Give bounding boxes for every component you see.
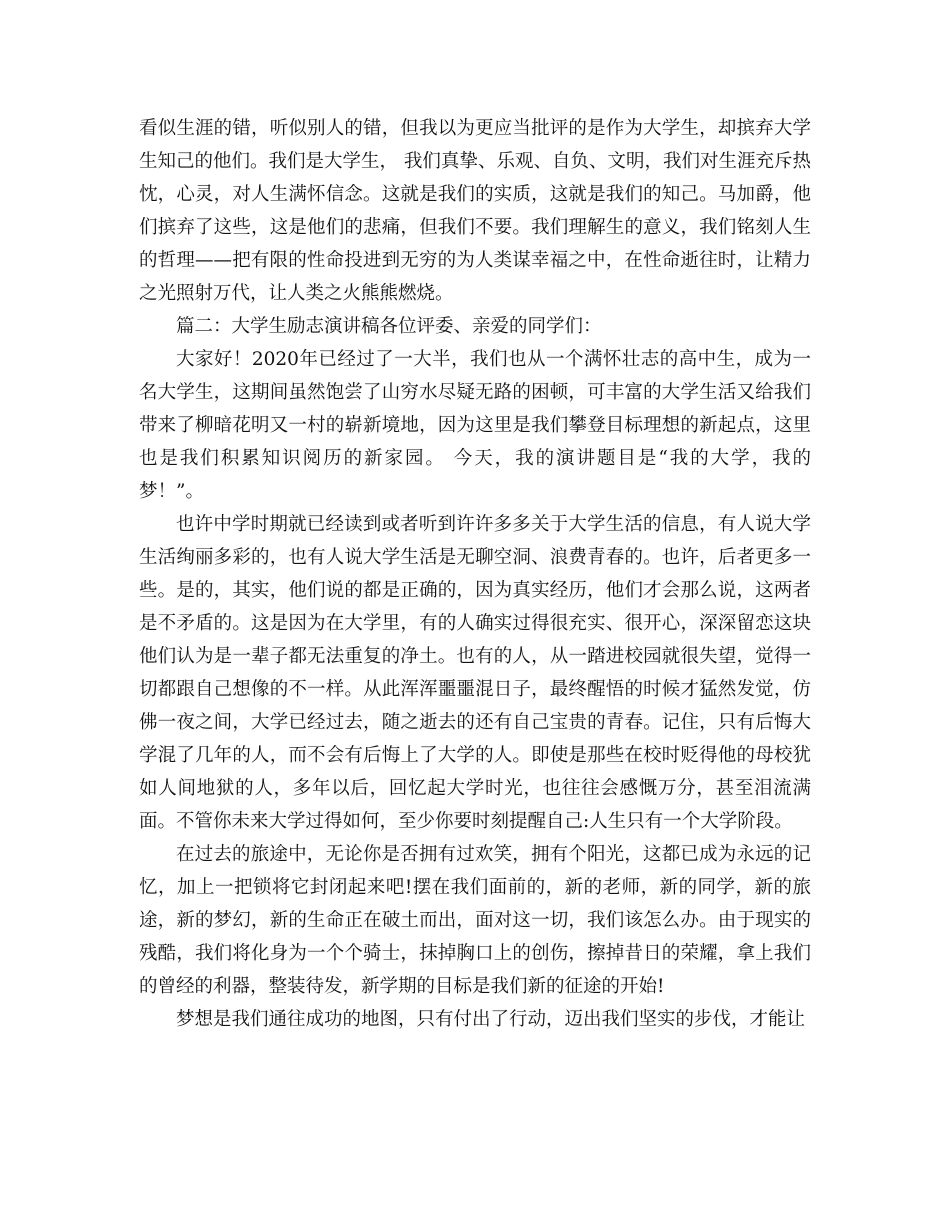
paragraph-1: 看似生涯的错，听似别人的错，但我以为更应当批评的是作为大学生，却摈弃大学生知己的他们。我们是大学生， 我们真挚、乐观、自负、文明，我们对生涯充斥热忱，心灵，对人生满怀信念。这就是我们的实质，这就是我们的知己。马加爵，他们摈弃了这些，这是他们的悲痛，但我们不要。我们理解生的意义，我们铭刻人生的哲理——把有限的性命投进到无穷的为人类谋幸福之中，在性命逝往时，让精力之光照射万代，让人类之火熊熊燃烧。 (139, 118, 811, 304)
paragraph-4: 也许中学时期就已经读到或者听到许许多多关于大学生活的信息，有人说大学生活绚丽多彩的，也有人说大学生活是无聊空洞、浪费青春的。也许，后者更多一些。是的，其实，他们说的都是正确的，因为真实经历，他们才会那么说，这两者是不矛盾的。这是因为在大学里，有的人确实过得很充实、很开心，深深留恋这块他们认为是一辈子都无法重复的净土。也有的人，从一踏进校园就很失望，觉得一切都跟自己想像的不一样。从此浑浑噩噩混日子，最终醒悟的时候才猛然发觉，仿佛一夜之间，大学已经过去，随之逝去的还有自己宝贵的青春。记住，只有后悔大学混了几年的人，而不会有后悔上了大学的人。即使是那些在校时贬得他的母校犹如人间地狱的人，多年以后，回忆起大学时光，也往往会感慨万分，甚至泪流满面。不管你未来大学过得如何，至少你要时刻提醒自己:人生只有一个大学阶段。 (139, 514, 811, 832)
paragraph-5: 在过去的旅途中，无论你是否拥有过欢笑，拥有个阳光，这都已成为永远的记忆，加上一把锁将它封闭起来吧!摆在我们面前的，新的老师，新的同学，新的旅途，新的梦幻，新的生命正在破土而出，面对这一切，我们该怎么办。由于现实的残酷，我们将化身为一个个骑士，抹掉胸口上的创伤，擦掉昔日的荣耀，拿上我们的曾经的利器，整装待发，新学期的目标是我们新的征途的开始! (139, 844, 811, 997)
paragraph-6: 梦想是我们通往成功的地图，只有付出了行动，迈出我们坚实的步伐，才能让 (176, 1009, 806, 1030)
document-body (139, 112, 811, 1036)
paragraph-3: 大家好！2020年已经过了一大半，我们也从一个满怀壮志的高中生，成为一名大学生，这期间虽然饱尝了山穷水尽疑无路的困顿，可丰富的大学生活又给我们带来了柳暗花明又一村的崭新境地，因为这里是我们攀登目标理想的新起点，这里也是我们积累知识阅历的新家园。 今天，我的演讲题目是“我的大学，我的梦！”。 (139, 349, 811, 502)
paragraph-2: 篇二：大学生励志演讲稿各位评委、亲爱的同学们： (176, 316, 602, 337)
